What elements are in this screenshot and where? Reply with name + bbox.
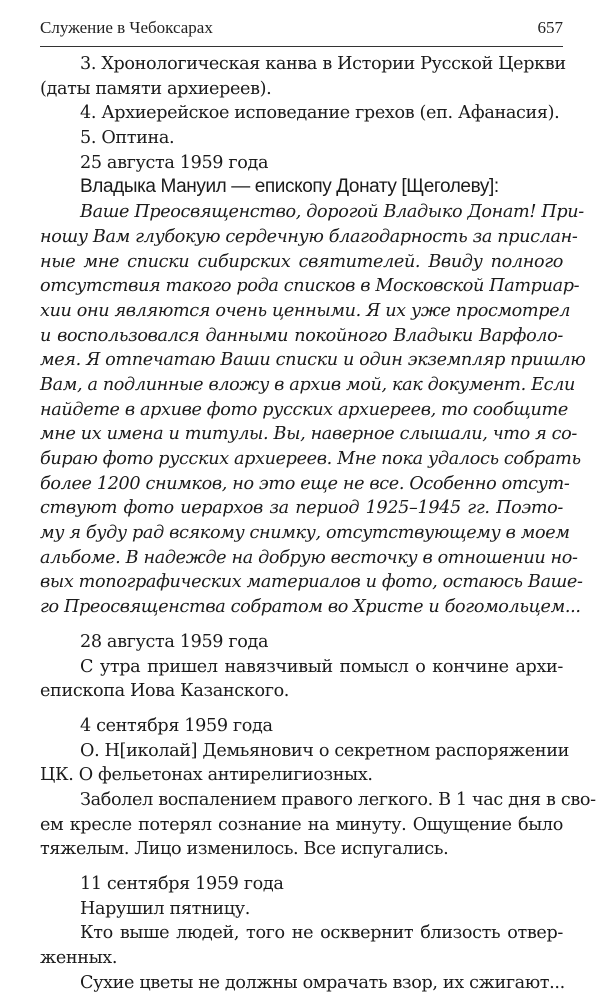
running-head: [40, 18, 563, 44]
letter-line: отсутствия такого рода списков в Московской Патриар-: [40, 276, 580, 297]
paragraph-line: епископа Иова Казанского.: [40, 681, 290, 702]
list-item-5: 5. Оптина.: [80, 128, 175, 149]
letter-line: мне их имена и титулы. Вы, наверное слышали, что я со-: [40, 424, 577, 445]
paragraph-line: Нарушил пятницу.: [80, 898, 250, 919]
paragraph-line: Сухие цветы не должны омрачать взор, их сжигают...: [80, 972, 565, 993]
letter-line: более 1200 снимков, но это еще не все. Особенно отсут-: [40, 473, 570, 494]
paragraph-line: Кто выше людей, того не осквернит близость отвер-: [80, 923, 563, 944]
section-gap: [40, 704, 563, 714]
entry-date: 11 сентября 1959 года: [80, 874, 284, 894]
letter-heading: Владыка Мануил — епископу Донату [Щеголеву]:: [80, 176, 499, 198]
list-item-4: 4. Архиерейское исповедание грехов (еп. Афанасия).: [80, 103, 560, 124]
section-gap: [40, 862, 563, 872]
letter-line: Ваше Преосвященство, дорогой Владыко Донат! При-: [80, 202, 584, 223]
letter-line: ствуют фото иерархов за период 1925–1945 гг. Поэто-: [40, 498, 563, 519]
entry-date: 25 августа 1959 года: [80, 152, 269, 173]
list-item-3-line-2: (даты памяти архиереев).: [40, 78, 272, 99]
letter-line: Вам, а подлинные вложу в архив мой, как документ. Если: [40, 374, 575, 395]
paragraph-line: С утра пришел навязчивый помысл о кончине архи-: [80, 656, 563, 677]
header-rule: [40, 46, 563, 47]
letter-line: вых топографических материалов и фото, остаюсь Ваше-: [40, 572, 583, 593]
letter-line: альбоме. В надежде на добрую весточку в отношении но-: [40, 547, 578, 568]
letter-line: бираю фото русских архиереев. Мне пока удалось собрать: [40, 449, 581, 469]
letter-line: ношу Вам глубокую сердечную благодарность за прислан-: [40, 226, 578, 247]
page-body: [40, 52, 596, 995]
letter-line: му я буду рад всякому снимку, отсутствующему в моем: [40, 523, 570, 544]
letter-line: го Преосвященства собратом во Христе и богомольцем...: [40, 597, 581, 618]
letter-line: мея. Я отпечатаю Ваши списки и один экземпляр пришлю: [40, 350, 586, 371]
paragraph-line: ЦК. О фельетонах антирелигиозных.: [40, 765, 373, 786]
entry-date: 4 сентября 1959 года: [80, 715, 273, 736]
letter-line: ные мне списки сибирских святителей. Ввиду полного: [40, 251, 563, 272]
section-gap: [40, 620, 563, 630]
page-number: 657: [537, 18, 563, 37]
running-title: Служение в Чебоксарах: [40, 18, 213, 37]
letter-line: хии они являются очень ценными. Я их уже просмотрел: [40, 300, 571, 321]
paragraph-line: Заболел воспалением правого легкого. В 1 час дня в сво-: [80, 789, 596, 810]
letter-line: и воспользовался данными покойного Владыки Варфоло-: [40, 325, 563, 346]
paragraph-line: тяжелым. Лицо изменилось. Все испугались.: [40, 839, 449, 860]
paragraph-line: женных.: [40, 948, 118, 969]
list-item-3-line-1: 3. Хронологическая канва в Истории Русской Церкви: [80, 54, 566, 74]
paragraph-line: ем кресле потерял сознание на минуту. Ощущение было: [40, 814, 563, 835]
letter-line: найдете в архиве фото русских архиереев, то сообщите: [40, 399, 568, 420]
entry-date: 28 августа 1959 года: [80, 631, 269, 652]
paragraph-line: О. Н[иколай] Демьянович о секретном распоряжении: [80, 740, 569, 761]
